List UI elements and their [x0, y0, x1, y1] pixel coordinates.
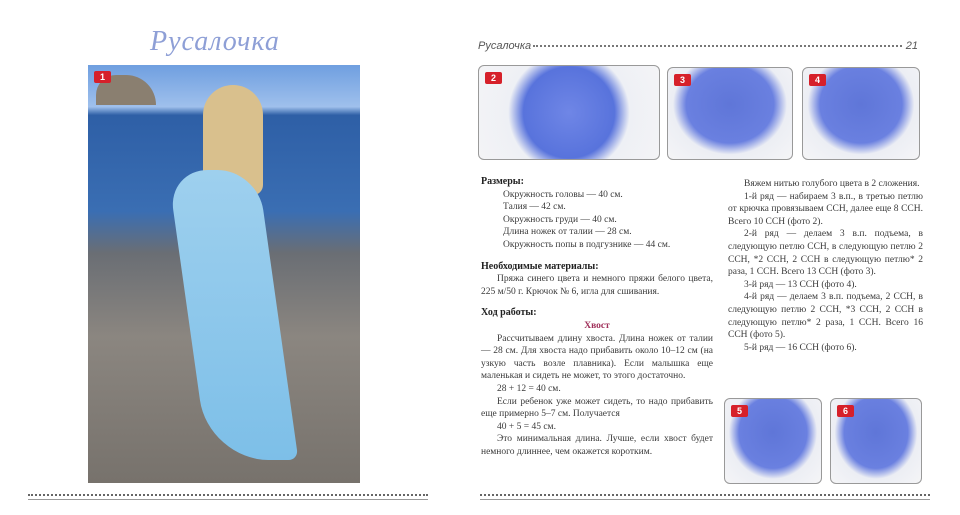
photo-badge: 3 — [674, 74, 691, 86]
dotted-leader — [533, 41, 902, 47]
materials-heading: Необходимые материалы: — [481, 260, 599, 272]
photo-3 — [667, 67, 793, 160]
photo-badge: 5 — [731, 405, 748, 417]
photo-5 — [724, 398, 822, 484]
row-instruction: 3-й ряд — 13 ССН (фото 4). — [744, 279, 857, 290]
paragraph: Это минимальная длина. Лучше, если хвост будет немного длиннее, чем окажется коротким. — [481, 434, 713, 457]
running-header-title: Русалочка — [478, 40, 532, 52]
photo-badge: 1 — [94, 71, 111, 83]
paragraph: Если ребенок уже может сидеть, то надо прибавить еще примерно 5–7 см. Получается — [481, 396, 713, 420]
right-column — [728, 178, 923, 354]
photo-6 — [830, 398, 922, 484]
tail-subheading: Хвост — [584, 320, 610, 331]
row-instruction: 1-й ряд — набираем 3 в.п., в третью петлю от крючка провязываем ССН, далее еще 8 ССН. Всего 10 ССН (фото 2). — [728, 191, 923, 227]
photo-badge: 4 — [809, 74, 826, 86]
size-item: Длина ножек от талии — 28 см. — [503, 227, 632, 238]
page-title: Русалочка — [150, 26, 280, 57]
main-photo-mermaid — [88, 65, 360, 483]
work-heading: Ход работы: — [481, 307, 537, 319]
photo-2 — [478, 65, 660, 160]
size-item: Окружность груди — 40 см. — [503, 214, 617, 225]
paragraph: Рассчитываем длину хвоста. Длина ножек от талии — 28 см. Для хвоста надо прибавить около 10–12 см (на узкую часть возле плавника). Если малышка еще маленькая и сидеть не может, то этого достаточно. — [481, 333, 713, 382]
photo-4 — [802, 67, 920, 160]
left-column — [481, 176, 713, 458]
page-number: 21 — [905, 40, 918, 52]
paragraph: 40 + 5 = 45 см. — [497, 421, 556, 432]
size-item: Окружность головы — 40 см. — [503, 189, 623, 200]
size-item: Талия — 42 см. — [503, 202, 566, 213]
row-instruction: 2-й ряд — делаем 3 в.п. подъема, в следующую петлю ССН, в следующую петлю 2 ССН, *2 ССН, 2 ССН в следующую петлю* 2 раза, 1 ССН. Всего 13 ССН (фото 3). — [728, 229, 923, 278]
photo-badge: 2 — [485, 72, 502, 84]
row-instruction: 5-й ряд — 16 ССН (фото 6). — [744, 342, 857, 353]
mermaid-tail — [168, 170, 299, 460]
ornament-divider — [480, 494, 930, 500]
row-instruction: Вяжем нитью голубого цвета в 2 сложения. — [744, 179, 920, 189]
materials-text: Пряжа синего цвета и немного пряжи белого цвета, 225 м/50 г. Крючок № 6, игла для сшивания. — [481, 274, 713, 297]
ornament-divider — [28, 494, 428, 500]
row-instruction: 4-й ряд — делаем 3 в.п. подъема, 2 ССН, в следующую петлю 2 ССН, *3 ССН, 2 ССН в следующую петлю* 2 раза, 1 ССН. Всего 16 ССН (фото 5). — [728, 292, 923, 341]
sizes-heading: Размеры: — [481, 176, 524, 187]
size-item: Окружность попы в подгузнике — 44 см. — [503, 239, 671, 250]
paragraph: 28 + 12 = 40 см. — [497, 383, 561, 394]
photo-badge: 6 — [837, 405, 854, 417]
running-header — [478, 40, 918, 52]
